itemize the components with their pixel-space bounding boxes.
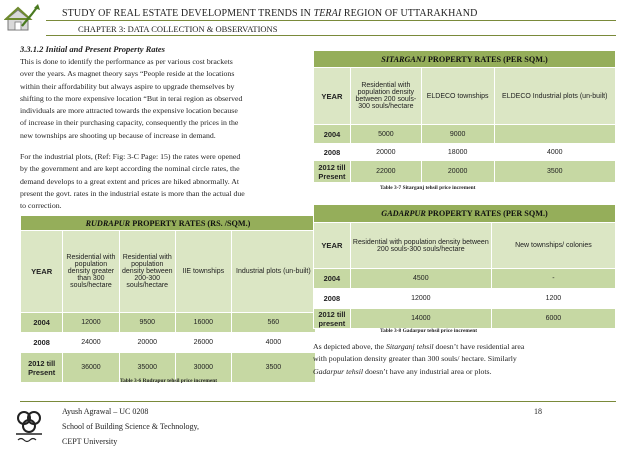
table-caption: Table 3-7 Sitarganj tehsil price increment (380, 185, 476, 191)
year-cell: 2004 (314, 125, 351, 144)
text-line: to correction. (20, 201, 62, 211)
chapter-title: CHAPTER 3: DATA COLLECTION & OBSERVATIONS (78, 24, 278, 34)
value-cell: 22000 (350, 161, 421, 183)
value-cell: 4000 (494, 144, 615, 161)
column-header: ELDECO townships (421, 68, 494, 125)
column-header: Residential with population density between 200 souls-300 souls/hectare (350, 223, 491, 269)
text-line: of increase in their purchasing capacity, consequently the prices in the (20, 118, 239, 128)
text-line: individuals are more attracted towards the expensive location because (20, 106, 238, 116)
footer-author: Ayush Agrawal – UC 0208 (62, 407, 149, 416)
value-cell: 20000 (421, 161, 494, 183)
value-cell: 4000 (231, 333, 315, 353)
text-line: Gadarpur tehsil doesn’t have any industrial area or plots. (313, 366, 492, 376)
value-cell (494, 125, 615, 144)
text-line: present the govt. rates in the industrial estate is more than the actual due (20, 188, 245, 198)
cept-logo-icon (8, 404, 56, 448)
table-title: GADARPUR PROPERTY RATES (PER SQM.) (314, 205, 616, 223)
text-line: within their affordability but always aspire to upgrade themselves by (20, 81, 235, 91)
value-cell: 3500 (494, 161, 615, 183)
chapter-rule-right (336, 35, 616, 36)
header-rule (46, 20, 616, 21)
table-row (314, 161, 616, 183)
text-line: For the industrial plots, (Ref: Fig: 3-C Page: 15) the rates were opened (20, 152, 241, 161)
text-line: by the government and are kept according the nominal circle rates, the (20, 164, 240, 174)
table-row (314, 144, 616, 161)
table-row (314, 309, 616, 329)
value-cell: 6000 (491, 309, 615, 329)
value-cell: 560 (231, 313, 315, 333)
value-cell: 30000 (175, 353, 231, 383)
text-line: shifting to the more expensive location “But in terai region as observed (20, 93, 243, 103)
year-cell: 2008 (314, 289, 351, 309)
text-line: over the years. As magnet theory says “People reside at the locations (20, 69, 235, 79)
value-cell: 1200 (491, 289, 615, 309)
table-row (314, 289, 616, 309)
value-cell: 14000 (350, 309, 491, 329)
table-title: RUDRAPUR PROPERTY RATES (RS. /SQM.) (21, 216, 316, 231)
value-cell: 26000 (175, 333, 231, 353)
year-cell: 2004 (21, 313, 63, 333)
value-cell: 20000 (119, 333, 175, 353)
footer-school: School of Building Science & Technology, (62, 422, 199, 431)
text-line: This is done to identify the performance as per various cost brackets (20, 57, 233, 66)
column-header: Residential with population density greater than 300 souls/hectare (63, 231, 119, 313)
year-cell: 2012 till Present (21, 353, 63, 383)
value-cell: 20000 (350, 144, 421, 161)
gadarpur-rates-table (313, 204, 616, 329)
footer-university: CEPT University (62, 437, 118, 446)
text-line: As depicted above, the Sitarganj tehsil doesn’t have residential area (313, 342, 525, 351)
year-cell: 2012 till present (314, 309, 351, 329)
value-cell: 12000 (350, 289, 491, 309)
table-row (314, 125, 616, 144)
column-header: IIE townships (175, 231, 231, 313)
column-header: YEAR (314, 68, 351, 125)
rudrapur-rates-table (20, 215, 316, 383)
table-title: SITARGANJ PROPERTY RATES (PER SQM.) (314, 51, 616, 68)
table-row (21, 333, 316, 353)
column-header: Industrial plots (un-built) (231, 231, 315, 313)
footer-rule (20, 401, 616, 402)
table-row (21, 313, 316, 333)
year-cell: 2004 (314, 269, 351, 289)
value-cell: 5000 (350, 125, 421, 144)
value-cell: 9000 (421, 125, 494, 144)
chapter-rule-left (46, 35, 336, 36)
sitarganj-rates-table (313, 50, 616, 183)
column-header: YEAR (314, 223, 351, 269)
text-line: new townships are shooting up because of increase in demand. (20, 130, 216, 140)
paragraph-industrial-plots (20, 151, 316, 212)
paragraph-magnet-theory (20, 56, 316, 142)
column-header: YEAR (21, 231, 63, 313)
paragraph-observation (313, 341, 616, 378)
value-cell: 36000 (63, 353, 119, 383)
section-heading: 3.3.1.2 Initial and Present Property Rates (20, 44, 165, 54)
table-caption: Table 3-6 Rudrapur tehsil price increment (120, 378, 218, 384)
table-caption: Table 3-8 Gadarpur tehsil price increment (380, 328, 478, 334)
column-header: ELDECO Industrial plots (un-built) (494, 68, 615, 125)
value-cell: 9500 (119, 313, 175, 333)
text-line: demand develops to a great extent and prices are hiked abnormally. At (20, 176, 240, 186)
column-header: Residential with population density between 200 souls-300 souls/hectare (350, 68, 421, 125)
value-cell: 16000 (175, 313, 231, 333)
value-cell: 35000 (119, 353, 175, 383)
value-cell: 12000 (63, 313, 119, 333)
value-cell: - (491, 269, 615, 289)
page-number: 18 (534, 407, 542, 416)
value-cell: 18000 (421, 144, 494, 161)
text-line: with population density greater than 300 souls/ hectare. Similarly (313, 354, 517, 364)
year-cell: 2012 till Present (314, 161, 351, 183)
document-title: STUDY OF REAL ESTATE DEVELOPMENT TRENDS IN TERAI REGION OF UTTARAKHAND (62, 8, 478, 19)
value-cell: 4500 (350, 269, 491, 289)
year-cell: 2008 (21, 333, 63, 353)
column-header: Residential with population density between 200-300 souls/hectare (119, 231, 175, 313)
house-logo-icon (4, 2, 44, 34)
value-cell: 24000 (63, 333, 119, 353)
column-header: New townships/ colonies (491, 223, 615, 269)
table-row (314, 269, 616, 289)
year-cell: 2008 (314, 144, 351, 161)
value-cell: 3500 (231, 353, 315, 383)
